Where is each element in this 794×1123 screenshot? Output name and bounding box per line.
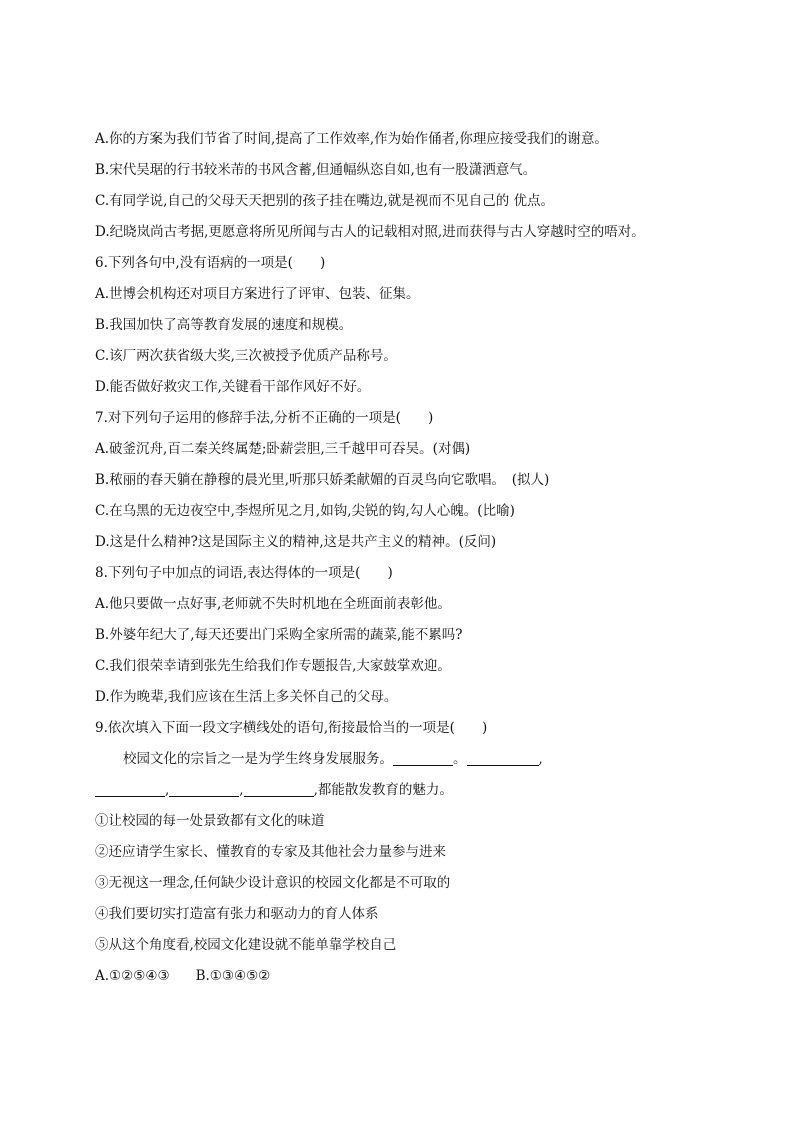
q5-option-a: A.你的方案为我们节省了时间,提高了工作效率,作为始作俑者,你理应接受我们的谢意。 <box>95 131 608 147</box>
q9-blank-5 <box>244 779 314 797</box>
q9-passage-line-1 <box>95 744 735 775</box>
q8-option-c: C.我们很荣幸请到张先生给我们作专题报告,大家鼓掌欢迎。 <box>95 658 451 674</box>
q9-blank-1 <box>393 748 453 766</box>
q9-choice-a: A.①②⑤④③ <box>95 968 170 984</box>
q9-passage-end: ,都能散发教育的魅力。 <box>313 782 453 798</box>
q9-stem: 9.依次填入下面一段文字横线处的语句,衔接最恰当的一项是( ) <box>95 720 488 736</box>
q9-choice-b: B.①③④⑤② <box>195 968 271 984</box>
q7-option-b: B.秾丽的春天躺在静穆的晨光里,听那只娇柔献媚的百灵鸟向它歌唱。 (拟人) <box>95 472 550 488</box>
q9-comma-1: , <box>538 751 543 767</box>
q7-option-a: A.破釜沉舟,百二秦关终属楚;卧薪尝胆,三千越甲可吞吴。(对偶) <box>95 441 471 457</box>
q9-sentence-1: ①让校园的每一处景致都有文化的味道 <box>95 813 325 829</box>
q7-option-d: D.这是什么精神?这是国际主义的精神,这是共产主义的精神。(反问) <box>95 534 497 550</box>
q9-blank-4 <box>169 779 239 797</box>
q9-sentence-3: ③无视这一理念,任何缺少设计意识的校园文化都是不可取的 <box>95 875 451 891</box>
q9-period: 。 <box>453 751 467 767</box>
q9-sentence-2: ②还应请学生家长、懂教育的专家及其他社会力量参与进来 <box>95 844 446 860</box>
exam-content <box>95 124 735 992</box>
q6-option-b: B.我国加快了高等教育发展的速度和规模。 <box>95 317 353 333</box>
q8-option-d: D.作为晚辈,我们应该在生活上多关怀自己的父母。 <box>95 689 398 705</box>
q8-option-a: A.他只要做一点好事,老师就不失时机地在全班面前表彰他。 <box>95 596 451 612</box>
q7-option-c: C.在乌黑的无边夜空中,李煜所见之月,如钩,尖锐的钩,勾人心魄。(比喻) <box>95 503 515 519</box>
q6-stem: 6.下列各句中,没有语病的一项是( ) <box>95 255 326 271</box>
q6-option-d: D.能否做好救灾工作,关键看干部作风好不好。 <box>95 379 371 395</box>
q6-option-a: A.世博会机构还对项目方案进行了评审、包装、征集。 <box>95 286 420 302</box>
q9-comma-3: , <box>239 782 244 798</box>
q5-option-b: B.宋代吴琚的行书较米芾的书风含蓄,但通幅纵恣自如,也有一股潇洒意气。 <box>95 162 537 178</box>
q9-blank-3 <box>95 779 165 797</box>
q8-option-b: B.外婆年纪大了,每天还要出门采购全家所需的蔬菜,能不累吗? <box>95 627 463 643</box>
q9-passage-line-2 <box>95 775 735 806</box>
q9-choices <box>95 961 735 992</box>
q8-stem: 8.下列句子中加点的词语,表达得体的一项是( ) <box>95 565 393 581</box>
q9-sentence-4: ④我们要切实打造富有张力和驱动力的育人体系 <box>95 906 379 922</box>
q9-sentence-5: ⑤从这个角度看,校园文化建设就不能单靠学校自己 <box>95 937 397 953</box>
q9-blank-2 <box>467 748 539 766</box>
q6-option-c: C.该厂两次获省级大奖,三次被授予优质产品称号。 <box>95 348 397 364</box>
q9-passage-start: 校园文化的宗旨之一是为学生终身发展服务。 <box>123 751 393 767</box>
q7-stem: 7.对下列句子运用的修辞手法,分析不正确的一项是( ) <box>95 410 434 426</box>
q5-option-c: C.有同学说,自己的父母天天把别的孩子挂在嘴边,就是视而不见自己的 优点。 <box>95 193 555 209</box>
q5-option-d: D.纪晓岚尚古考据,更愿意将所见所闻与古人的记载相对照,进而获得与古人穿越时空的唔对。 <box>95 224 645 240</box>
q9-comma-2: , <box>165 782 170 798</box>
